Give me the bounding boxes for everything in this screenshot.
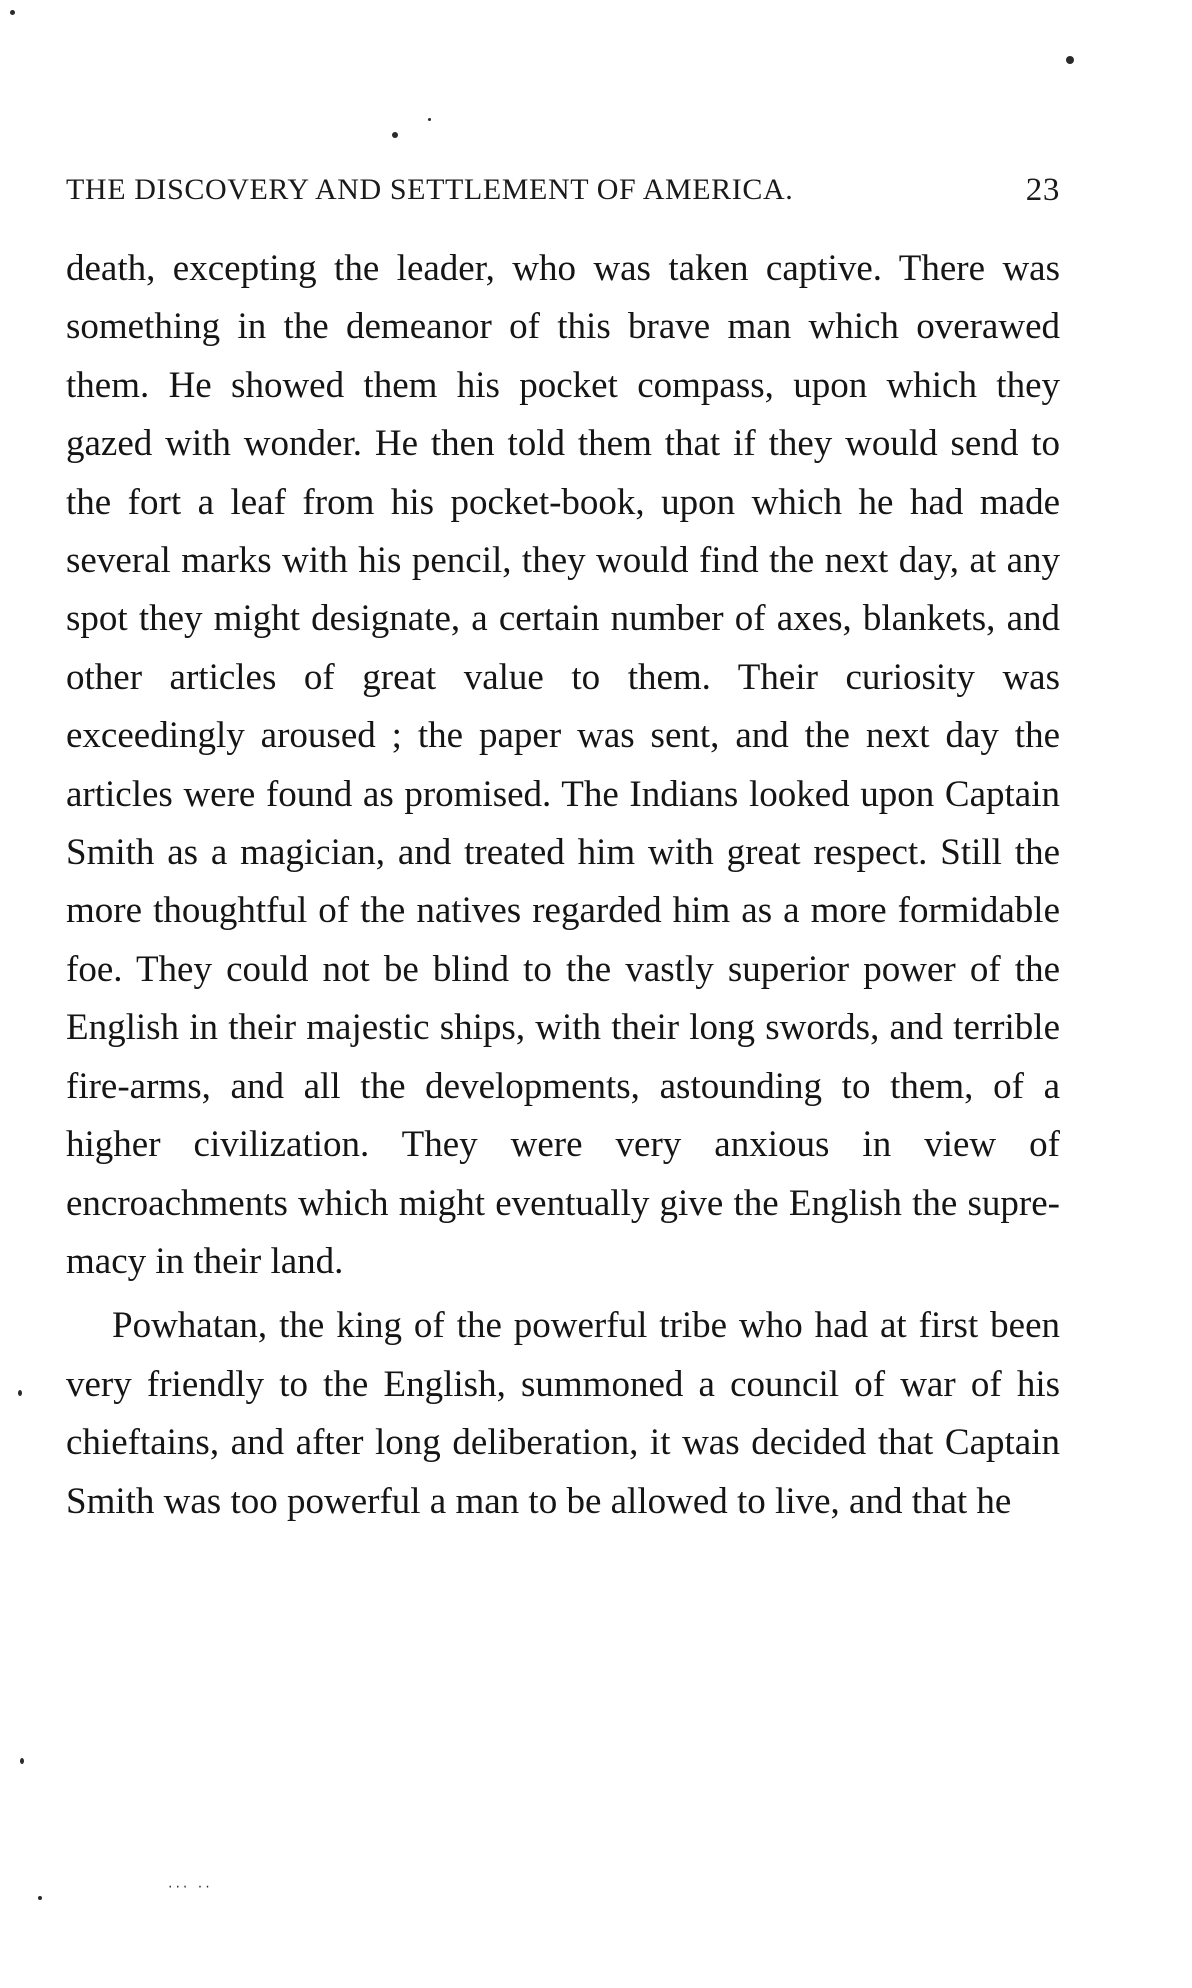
body-text	[66, 240, 1060, 1531]
scan-speck	[20, 1758, 24, 1764]
page-number: 23	[1025, 172, 1060, 208]
footer-marks: ‧‧‧ ‧‧	[168, 1880, 213, 1896]
scan-speck	[38, 1896, 42, 1900]
scan-speck	[10, 10, 15, 15]
paragraph: death, excepting the leader, who was taken captive. There was something in the demeanor of this brave man which overawed them. He showed them his pocket compass, upon which they gazed with wonder. He then told them that if they would send to the fort a leaf from his pocket-book, upon which he had made several marks with his pencil, they would find the next day, at any spot they might designate, a certain number of axes, blankets, and other articles of great value to them. Their curiosity was exceedingly aroused ; the paper was sent, and the next day the articles were found as promised. The Indians looked upon Captain Smith as a magician, and treated him with great respect. Still the more thoughtful of the natives regarded him as a more formidable foe. They could not be blind to the vastly superior power of the English in their majestic ships, with their long swords, and terrible fire-arms, and all the developments, astounding to them, of a higher civilization. They were very anxious in view of encroachments which might eventually give the English the supremacy in their land.	[66, 248, 1060, 1282]
running-head-title: THE DISCOVERY AND SETTLEMENT OF AMERICA.	[66, 173, 794, 206]
running-head	[66, 168, 1060, 212]
paragraph: Powhatan, the king of the powerful tribe who had at first been very friendly to the English, summoned a council of war of his chieftains, and after long deliberation, it was decided that Captain Smith was too powerful a man to be allowed to live, and that he	[66, 1305, 1060, 1522]
scan-speck	[18, 1390, 22, 1396]
scan-speck	[392, 132, 398, 138]
scan-speck	[1066, 56, 1074, 64]
scan-speck	[428, 118, 431, 121]
